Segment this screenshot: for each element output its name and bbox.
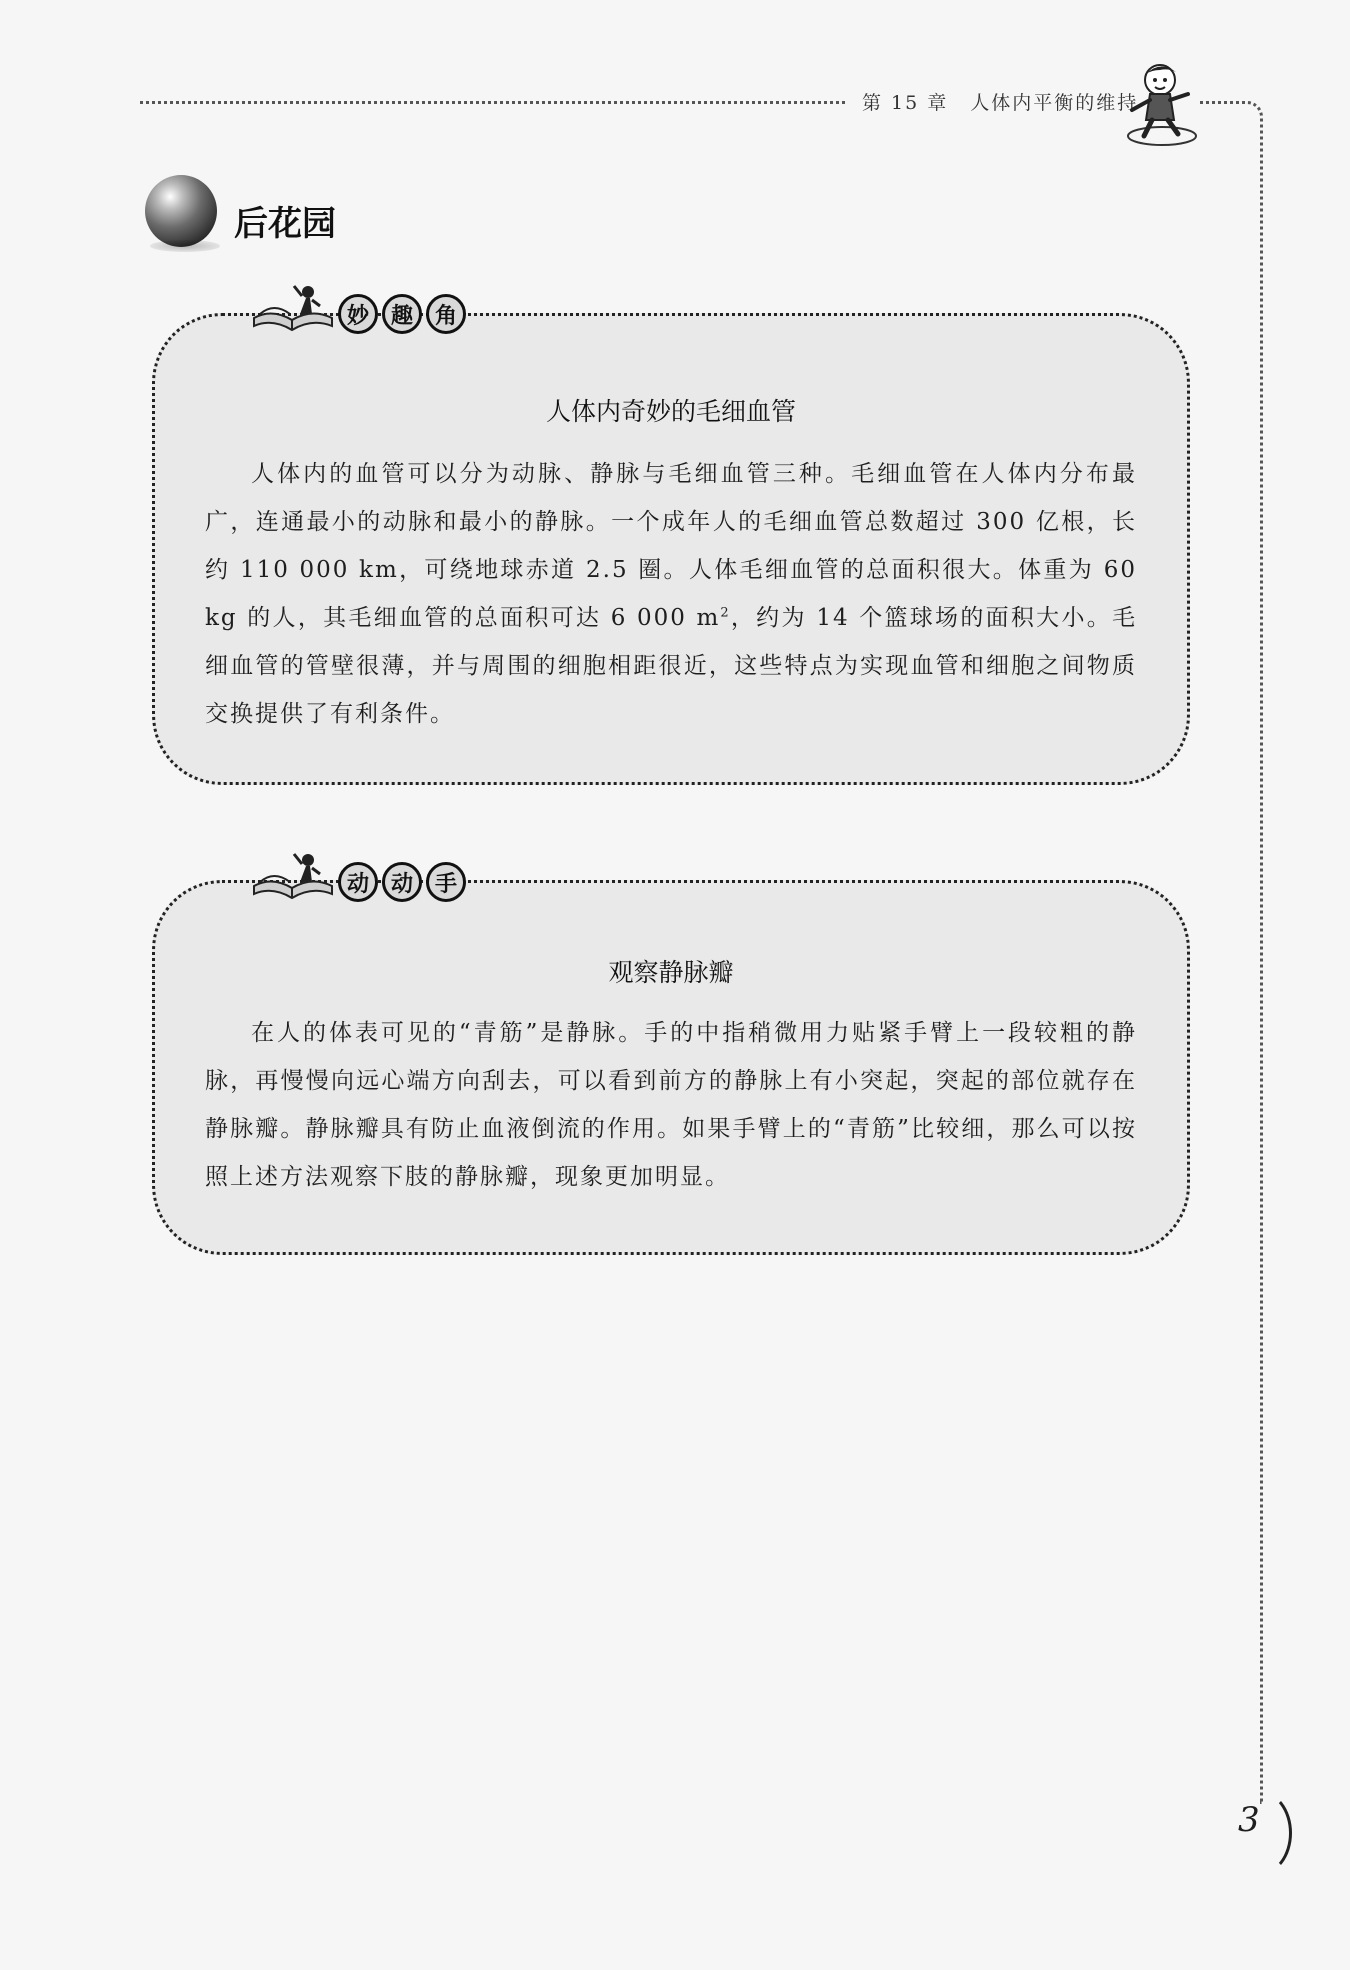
book-icon (250, 278, 335, 338)
page-number: 3 (1238, 1800, 1260, 1840)
tag-char: 妙 (338, 294, 378, 334)
chapter-title: 人体内平衡的维持 (970, 92, 1139, 114)
fun-facts-box (152, 313, 1190, 785)
tag-char: 动 (338, 862, 378, 902)
mascot-icon (1122, 58, 1202, 148)
tag-char: 手 (426, 862, 466, 902)
tag-char: 趣 (382, 294, 422, 334)
article-body: 在人的体表可见的“青筋”是静脉。手的中指稍微用力贴紧手臂上一段较粗的静脉，再慢慢向远心端方向刮去，可以看到前方的静脉上有小突起，突起的部位就存在静脉瓣。静脉瓣具有防止血液倒流的作用。如果手臂上的“青筋”比较细，那么可以按照上述方法观察下肢的静脉瓣，现象更加明显。 (205, 1020, 1137, 1190)
article-text: 人体内的血管可以分为动脉、静脉与毛细血管三种。毛细血管在人体内分布最广，连通最小的动脉和最小的静脉。一个成年人的毛细血管总数超过 300 亿根，长约 110 000 km，可绕地球赤道 2.5 圈。人体毛细血管的总面积很大。体重为 60 kg 的人，其毛细血管的总面积可达 6 000 m (205, 461, 1137, 631)
book-icon (250, 846, 335, 906)
article-body (205, 450, 1137, 738)
chapter-header (862, 88, 1138, 115)
chapter-number: 第 15 章 (862, 92, 949, 114)
sphere-shadow (150, 240, 220, 252)
article-text: ，约为 14 个篮球场的面积大小。毛细血管的管壁很薄，并与周围的细胞相距很近，这些特点为实现血管和细胞之间物质交换提供了有利条件。 (205, 605, 1138, 727)
article-title: 观察静脉瓣 (608, 958, 734, 987)
superscript: 2 (720, 605, 731, 621)
hands-on-box (152, 880, 1190, 1255)
margin-rule (1200, 101, 1263, 1804)
article-title: 人体内奇妙的毛细血管 (545, 397, 796, 426)
tag-char: 角 (426, 294, 466, 334)
tag-char: 动 (382, 862, 422, 902)
header-rule (140, 101, 845, 104)
sphere-icon (145, 175, 217, 247)
section-title: 后花园 (234, 204, 336, 244)
